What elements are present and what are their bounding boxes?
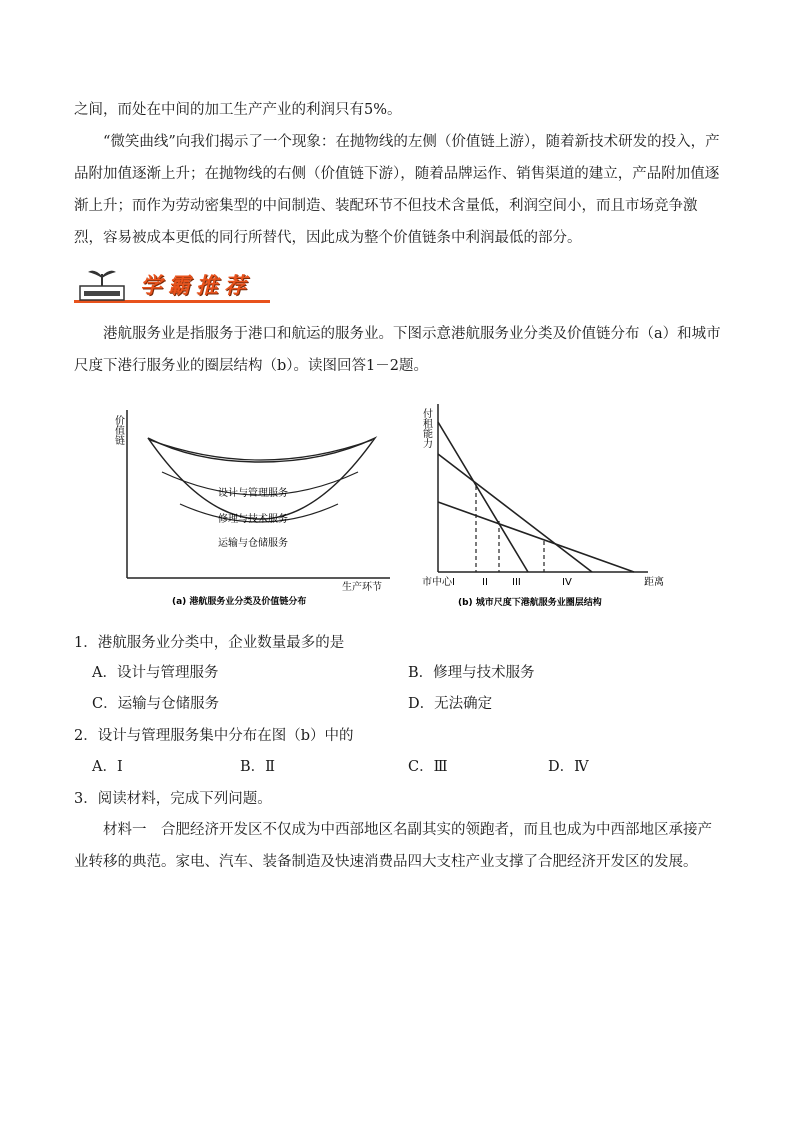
q1-stem: 1．港航服务业分类中，企业数量最多的是 [74, 635, 345, 651]
fig-b-x-label: 距离 [644, 577, 664, 588]
zone-2-label: II [482, 577, 488, 588]
fig-a-y-label: 价值链 [112, 415, 124, 445]
q2-option-d[interactable]: D．Ⅳ [548, 759, 589, 775]
q1-option-b[interactable]: B．修理与技术服务 [408, 665, 535, 681]
q2-stem: 2．设计与管理服务集中分布在图（b）中的 [74, 728, 354, 744]
q1-option-c[interactable]: C．运输与仓储服务 [92, 696, 220, 712]
intro-paragraph: 港航服务业是指服务于港口和航运的服务业。下图示意港航服务业分类及价值链分布（a）和城市尺度下港行服务业的圈层结构（b）。读图回答1－2题。 [74, 326, 721, 374]
fig-b-y-label: 付租能力 [420, 408, 432, 448]
fig-a-caption: (a) 港航服务业分类及价值链分布 [172, 597, 307, 607]
q1-option-a[interactable]: A．设计与管理服务 [92, 665, 219, 681]
zone-3-label: III [512, 577, 521, 588]
q2-option-c[interactable]: C．Ⅲ [408, 759, 448, 775]
zone-1-label: I [452, 577, 455, 588]
fig-a-x-label: 生产环节 [342, 582, 382, 593]
q1-option-d[interactable]: D．无法确定 [408, 696, 493, 712]
q3-stem: 3．阅读材料，完成下列问题。 [74, 791, 272, 807]
banner-title: 学霸推荐 [140, 273, 253, 299]
paragraph-smile-curve: “微笑曲线”向我们揭示了一个现象：在抛物线的左侧（价值链上游），随着新技术研发的投入，产品附加值逐渐上升；在抛物线的右侧（价值链下游），随着品牌运作、销售渠道的建立，产品附加值逐渐上升；而作为劳动密集型的中间制造、装配环节不但技术含量低，利润空间小，而且市场竞争激烈，容易被成本更低的同行所替代，因此成为整个价值链条中利润最低的部分。 [74, 134, 720, 246]
fig-b-origin-label: 市中心 [422, 577, 452, 588]
figure-b [420, 396, 700, 612]
band-transport-storage: 运输与仓储服务 [218, 538, 288, 549]
figure-a [110, 400, 400, 612]
paragraph-continuation: 之间，而处在中间的加工生产产业的利润只有5%。 [74, 102, 402, 118]
q2-option-b[interactable]: B．Ⅱ [240, 759, 276, 775]
zone-4-label: IV [562, 577, 572, 588]
band-repair-technical: 修理与技术服务 [218, 514, 288, 525]
fig-b-caption: (b) 城市尺度下港航服务业圈层结构 [458, 598, 602, 608]
band-design-management: 设计与管理服务 [218, 488, 288, 499]
q2-option-a[interactable]: A．Ⅰ [92, 759, 123, 775]
q3-material: 材料一 合肥经济开发区不仅成为中西部地区名副其实的领跑者，而且也成为中西部地区承接产业转移的典范。家电、汽车、装备制造及快速消费品四大支柱产业支撑了合肥经济开发区的发展。 [74, 822, 712, 870]
